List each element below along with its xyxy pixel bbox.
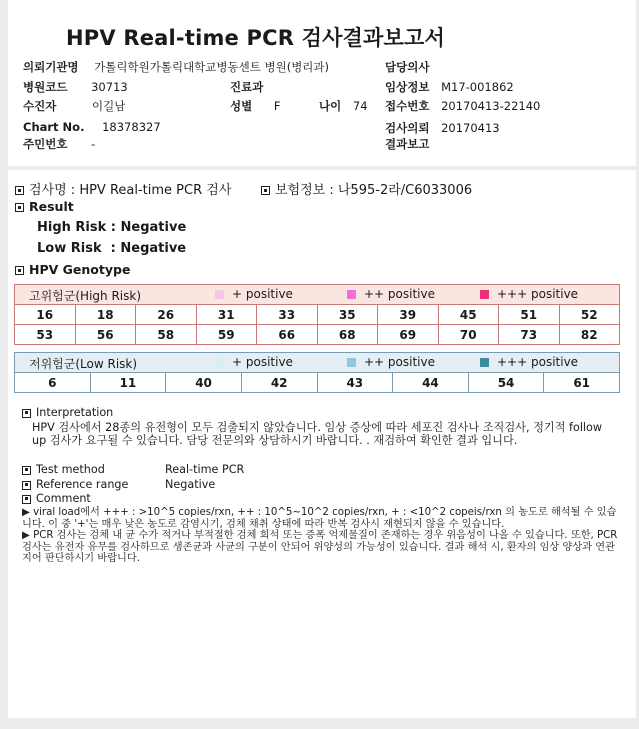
low-risk-table bbox=[14, 352, 620, 393]
bullet-square-icon bbox=[261, 186, 270, 195]
bullet-square-icon bbox=[22, 409, 31, 418]
genotype-cell: 58 bbox=[136, 325, 197, 345]
request-value: 20170413 bbox=[441, 121, 500, 135]
hospital-code-label: 병원코드 bbox=[23, 80, 68, 94]
genotype-cell: 6 bbox=[15, 373, 91, 393]
genotype-cell: 18 bbox=[75, 305, 136, 325]
high-risk-result: High Risk : Negative bbox=[37, 220, 187, 235]
result-heading: Result bbox=[29, 199, 74, 214]
result-heading-line bbox=[15, 199, 74, 214]
range-value: Negative bbox=[165, 478, 216, 491]
method-value: Real-time PCR bbox=[165, 463, 245, 476]
examinee-value: 이길남 bbox=[91, 99, 126, 113]
rrn-row bbox=[23, 136, 95, 152]
legend-swatch bbox=[215, 358, 224, 367]
low-legend-plus bbox=[215, 355, 293, 369]
age-label: 나이 bbox=[319, 99, 342, 113]
high-legend-plusplusplus bbox=[480, 287, 578, 301]
sex-label: 성별 bbox=[230, 99, 253, 113]
genotype-cell: 40 bbox=[166, 373, 242, 393]
comment-label: Comment bbox=[36, 492, 91, 505]
bullet-square-icon bbox=[22, 481, 31, 490]
receipt-no-value: 20170413-22140 bbox=[441, 99, 541, 113]
genotype-cell: 26 bbox=[136, 305, 197, 325]
request-row bbox=[385, 120, 500, 136]
legend-swatch bbox=[347, 290, 356, 299]
rrn-value: - bbox=[91, 137, 96, 151]
receipt-row bbox=[385, 98, 540, 114]
genotype-cell: 53 bbox=[15, 325, 76, 345]
comment-line bbox=[22, 492, 91, 505]
genotype-heading: HPV Genotype bbox=[29, 262, 131, 277]
legend-label: +++ positive bbox=[497, 287, 579, 301]
hospital-code-row bbox=[23, 79, 128, 95]
genotype-cell: 43 bbox=[317, 373, 393, 393]
insurance-info: 보험정보 : 나595-2라/C6033006 bbox=[275, 183, 473, 198]
genotype-cell: 54 bbox=[468, 373, 544, 393]
genotype-cell: 11 bbox=[90, 373, 166, 393]
genotype-cell: 51 bbox=[499, 305, 560, 325]
insurance-line bbox=[261, 179, 472, 198]
report-label: 결과보고 bbox=[385, 137, 430, 151]
report-title: HPV Real-time PCR 검사결과보고서 bbox=[66, 26, 445, 50]
genotype-cell: 16 bbox=[15, 305, 76, 325]
chart-label: Chart No. bbox=[23, 120, 85, 134]
genotype-cell: 39 bbox=[378, 305, 439, 325]
legend-label: ++ positive bbox=[364, 287, 435, 301]
examinee-label: 수진자 bbox=[23, 99, 57, 113]
hospital-code-value: 30713 bbox=[91, 80, 128, 94]
receipt-no-label: 접수번호 bbox=[385, 99, 430, 113]
high-risk-table bbox=[14, 284, 620, 345]
clinical-info-label: 임상정보 bbox=[385, 80, 430, 94]
bullet-square-icon bbox=[15, 186, 24, 195]
range-line bbox=[22, 478, 128, 491]
legend-label: + positive bbox=[232, 355, 293, 369]
genotype-cell: 70 bbox=[438, 325, 499, 345]
comment-pcr-limits: ▶ PCR 검사는 검체 내 균 수가 적거나 부적절한 검체 희석 또는 증폭 억제물질이 존재하는 경우 위음성이 나올 수 있습니다. 또한, PCR 검사는 유전자 유무를 검사하므로 생존균과 사균의 구분이 안되어 위양성의 가능성이 있습니다. 결과 해석 시, 환자의 임상 양상과 연관지어 판단하시기 바랍니다. bbox=[22, 530, 618, 564]
interpretation-heading-line bbox=[22, 406, 113, 419]
sex-row bbox=[230, 98, 281, 114]
genotype-cell: 59 bbox=[196, 325, 257, 345]
doctor-label: 담당의사 bbox=[385, 60, 430, 74]
legend-label: + positive bbox=[232, 287, 293, 301]
request-label: 검사의뢰 bbox=[385, 121, 430, 135]
comment-viral-load: ▶ viral load에서 +++ : >10^5 copies/rxn, ++ : 10^5~10^2 copies/rxn, + : <10^2 copeis/rxn 의 농도로 해석될 수 있습니다. 이 중 '+'는 매우 낮은 농도로 감염시기, 검체 채취 상태에 따라 반복 검사시 재현되지 않을 수 있습니다. bbox=[22, 507, 617, 530]
high-risk-header-row bbox=[15, 285, 620, 305]
legend-swatch bbox=[215, 290, 224, 299]
low-risk-result: Low Risk : Negative bbox=[37, 241, 187, 256]
dept-label: 진료과 bbox=[230, 80, 264, 94]
genotype-cell: 82 bbox=[559, 325, 620, 345]
low-legend-plusplus bbox=[347, 355, 435, 369]
method-line bbox=[22, 463, 105, 476]
genotype-cell: 61 bbox=[544, 373, 620, 393]
institution-row bbox=[23, 59, 329, 75]
low-risk-header-row bbox=[15, 353, 620, 373]
test-name-line bbox=[15, 179, 231, 198]
low-risk-row bbox=[15, 373, 620, 393]
high-legend-plus bbox=[215, 287, 293, 301]
legend-swatch bbox=[480, 358, 489, 367]
high-risk-row-1 bbox=[15, 305, 620, 325]
clinical-info-value: M17-001862 bbox=[441, 80, 514, 94]
report-header bbox=[8, 0, 636, 166]
clinical-info-row bbox=[385, 79, 514, 95]
age-value: 74 bbox=[352, 99, 368, 113]
age-row bbox=[319, 98, 368, 114]
institution-value: 가톨릭학원가톨릭대학교병동센트 병원(병리과) bbox=[94, 60, 330, 74]
genotype-cell: 44 bbox=[393, 373, 469, 393]
high-legend-plusplus bbox=[347, 287, 435, 301]
low-legend-plusplusplus bbox=[480, 355, 578, 369]
genotype-cell: 52 bbox=[559, 305, 620, 325]
genotype-cell: 42 bbox=[241, 373, 317, 393]
high-risk-row-2 bbox=[15, 325, 620, 345]
legend-label: +++ positive bbox=[497, 355, 579, 369]
bullet-square-icon bbox=[15, 203, 24, 212]
genotype-cell: 69 bbox=[378, 325, 439, 345]
chart-value: 18378327 bbox=[102, 120, 161, 134]
interpretation-heading: Interpretation bbox=[36, 406, 114, 419]
chart-row bbox=[23, 120, 161, 134]
range-label: Reference range bbox=[36, 478, 129, 491]
genotype-cell: 35 bbox=[317, 305, 378, 325]
low-risk-label: 저위험군(Low Risk) bbox=[29, 357, 138, 371]
bullet-square-icon bbox=[15, 266, 24, 275]
genotype-cell: 73 bbox=[499, 325, 560, 345]
rrn-label: 주민번호 bbox=[23, 137, 68, 151]
genotype-cell: 68 bbox=[317, 325, 378, 345]
sex-value: F bbox=[273, 99, 281, 113]
high-risk-header bbox=[15, 285, 620, 305]
method-label: Test method bbox=[36, 463, 105, 476]
legend-label: ++ positive bbox=[364, 355, 435, 369]
genotype-cell: 66 bbox=[257, 325, 318, 345]
genotype-heading-line bbox=[15, 262, 130, 277]
genotype-cell: 56 bbox=[75, 325, 136, 345]
report-body bbox=[8, 170, 636, 718]
high-risk-label: 고위험군(High Risk) bbox=[29, 289, 141, 303]
interpretation-text: HPV 검사에서 28종의 유전형이 모두 검출되지 않았습니다. 임상 증상에 따라 세포진 검사나 조직검사, 정기적 follow up 검사가 요구될 수 있습니다. 담당 전문의와 상담하시기 바랍니다. . 재검하여 확인한 결과 입니다. bbox=[32, 421, 603, 447]
test-name: 검사명 : HPV Real-time PCR 검사 bbox=[29, 183, 232, 198]
examinee-row bbox=[23, 98, 125, 114]
bullet-square-icon bbox=[22, 495, 31, 504]
genotype-cell: 33 bbox=[257, 305, 318, 325]
bullet-square-icon bbox=[22, 466, 31, 475]
institution-label: 의뢰기관명 bbox=[23, 60, 79, 74]
legend-swatch bbox=[480, 290, 489, 299]
genotype-cell: 45 bbox=[438, 305, 499, 325]
low-risk-header bbox=[15, 353, 620, 373]
genotype-cell: 31 bbox=[196, 305, 257, 325]
legend-swatch bbox=[347, 358, 356, 367]
